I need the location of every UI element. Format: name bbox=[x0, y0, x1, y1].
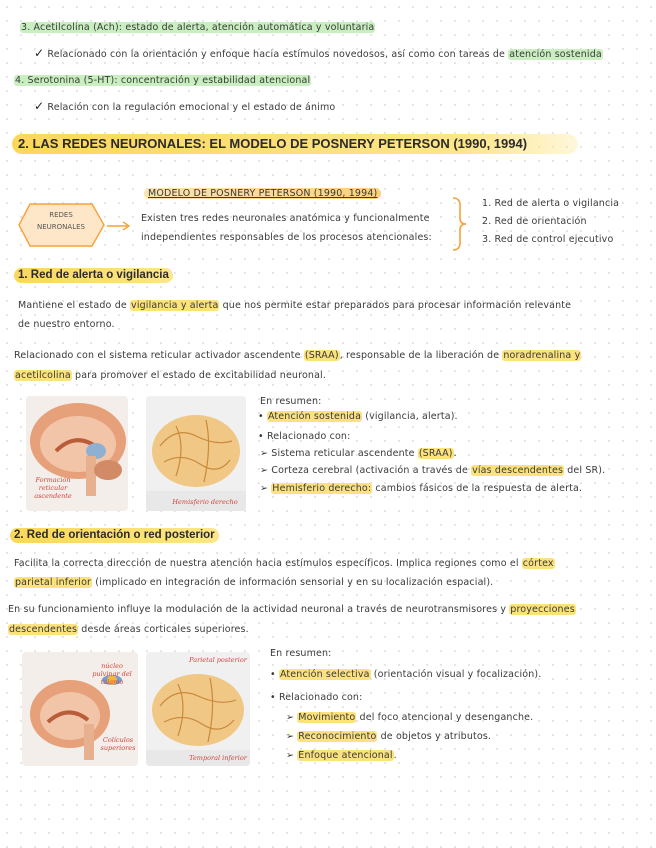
check-icon: ✓ bbox=[34, 46, 45, 60]
brain-pulvinar-image bbox=[22, 652, 138, 766]
bullet-icon: • bbox=[270, 692, 276, 703]
model-list-item-2: 2. Red de orientación bbox=[482, 216, 587, 227]
alerta-title: 1. Red de alerta o vigilancia bbox=[14, 268, 173, 283]
bullet-icon: • bbox=[270, 669, 276, 680]
orientacion-summary-item-5: ➢ Enfoque atencional. bbox=[286, 750, 397, 761]
arrow-icon: ➢ bbox=[260, 465, 269, 476]
brain-parietal-image bbox=[146, 652, 250, 766]
orientacion-summary-item-2: • Relacionado con: bbox=[270, 692, 363, 703]
orientacion-paragraph-1: Facilita la correcta dirección de nuestra atención hacia estímulos específicos. Implica regiones como el córtex bbox=[14, 558, 554, 569]
brain-sagittal-image bbox=[26, 396, 128, 511]
alerta-summary-item-1: • Atención sostenida (vigilancia, alerta). bbox=[258, 411, 458, 422]
model-desc-1: Existen tres redes neuronales anatómica y funcionalmente bbox=[141, 213, 430, 224]
arrow-icon: ➢ bbox=[260, 483, 269, 494]
orientacion-summary-item-4: ➢ Reconocimiento de objetos y atributos. bbox=[286, 731, 492, 742]
orientacion-title: 2. Red de orientación o red posterior bbox=[10, 528, 219, 543]
arrow-icon: ➢ bbox=[286, 731, 295, 742]
model-list-item-3: 3. Red de control ejecutivo bbox=[482, 234, 614, 245]
arrow-icon: ➢ bbox=[286, 750, 295, 761]
orientacion-summary-item-3: ➢ Movimiento del foco atencional y desenganche. bbox=[286, 712, 534, 723]
model-heading: MODELO DE POSNERY PETERSON (1990, 1994) bbox=[144, 188, 381, 199]
orientacion-summary-item-1: • Atención selectiva (orientación visual y focalización). bbox=[270, 669, 542, 680]
section-title: 2. LAS REDES NEURONALES: EL MODELO DE POSNERY PETERSON (1990, 1994) bbox=[12, 134, 578, 154]
alerta-paragraph-2: Relacionado con el sistema reticular activador ascendente (SRAA), responsable de la liberación de noradrenalina y bbox=[14, 350, 581, 361]
model-desc-2: independientes responsables de los procesos atencionales: bbox=[141, 232, 432, 243]
alerta-summary-item-5: ➢ Hemisferio derecho: cambios fásicos de la respuesta de alerta. bbox=[260, 483, 583, 494]
brain-lateral-image bbox=[146, 396, 246, 511]
brace-icon bbox=[449, 196, 469, 252]
item-acetilcolina-detail: ✓ Relacionado con la orientación y enfoque hacia estímulos novedosos, así como con tareas de atención sostenida bbox=[34, 46, 602, 60]
orientacion-img1-caption-2: Colículos superiores bbox=[100, 736, 136, 752]
orientacion-paragraph-1b: parietal inferior (implicado en integración de información sensorial y en su localización espacial). bbox=[15, 577, 494, 588]
hexagon-label: REDES NEURONALES bbox=[37, 211, 85, 231]
orientacion-img1-caption-1: núcleo pulvinar del tálamo bbox=[92, 662, 132, 686]
model-list-item-1: 1. Red de alerta o vigilancia bbox=[482, 198, 620, 209]
item-serotonina-detail: ✓ Relación con la regulación emocional y el estado de ánimo bbox=[34, 99, 336, 113]
alerta-img1-caption: Formación reticular ascendente bbox=[34, 476, 72, 500]
arrow-icon: ➢ bbox=[286, 712, 295, 723]
arrow-icon: ➢ bbox=[260, 448, 269, 459]
alerta-summary-heading: En resumen: bbox=[260, 396, 322, 407]
bullet-icon: • bbox=[258, 411, 264, 422]
alerta-paragraph-2b: acetilcolina para promover el estado de excitabilidad neuronal. bbox=[15, 370, 327, 381]
item-serotonina: 4. Serotonina (5-HT): concentración y estabilidad atencional bbox=[15, 75, 311, 86]
orientacion-img2-caption-1: Parietal posterior bbox=[189, 656, 247, 664]
alerta-paragraph-1: Mantiene el estado de vigilancia y alerta que nos permite estar preparados para procesar información relevante bbox=[18, 300, 572, 311]
check-icon: ✓ bbox=[34, 99, 45, 113]
alerta-img2-caption: Hemisferio derecho bbox=[172, 498, 238, 506]
orientacion-paragraph-2: En su funcionamiento influye la modulación de la actividad neuronal a través de neurotransmisores y proyecciones bbox=[8, 604, 575, 615]
arrow-right-icon bbox=[106, 220, 134, 232]
alerta-summary-item-4: ➢ Corteza cerebral (activación a través de vías descendentes del SR). bbox=[260, 465, 606, 476]
orientacion-img2-caption-2: Temporal inferior bbox=[189, 754, 247, 762]
orientacion-summary-heading: En resumen: bbox=[270, 648, 332, 659]
orientacion-paragraph-2b: descendentes desde áreas corticales superiores. bbox=[9, 624, 249, 635]
bullet-icon: • bbox=[258, 431, 264, 442]
alerta-paragraph-1b: de nuestro entorno. bbox=[18, 319, 115, 330]
alerta-summary-item-2: • Relacionado con: bbox=[258, 431, 351, 442]
alerta-summary-item-3: ➢ Sistema reticular ascendente (SRAA). bbox=[260, 448, 457, 459]
item-acetilcolina: 3. Acetilcolina (Ach): estado de alerta, atención automática y voluntaria bbox=[21, 22, 375, 33]
